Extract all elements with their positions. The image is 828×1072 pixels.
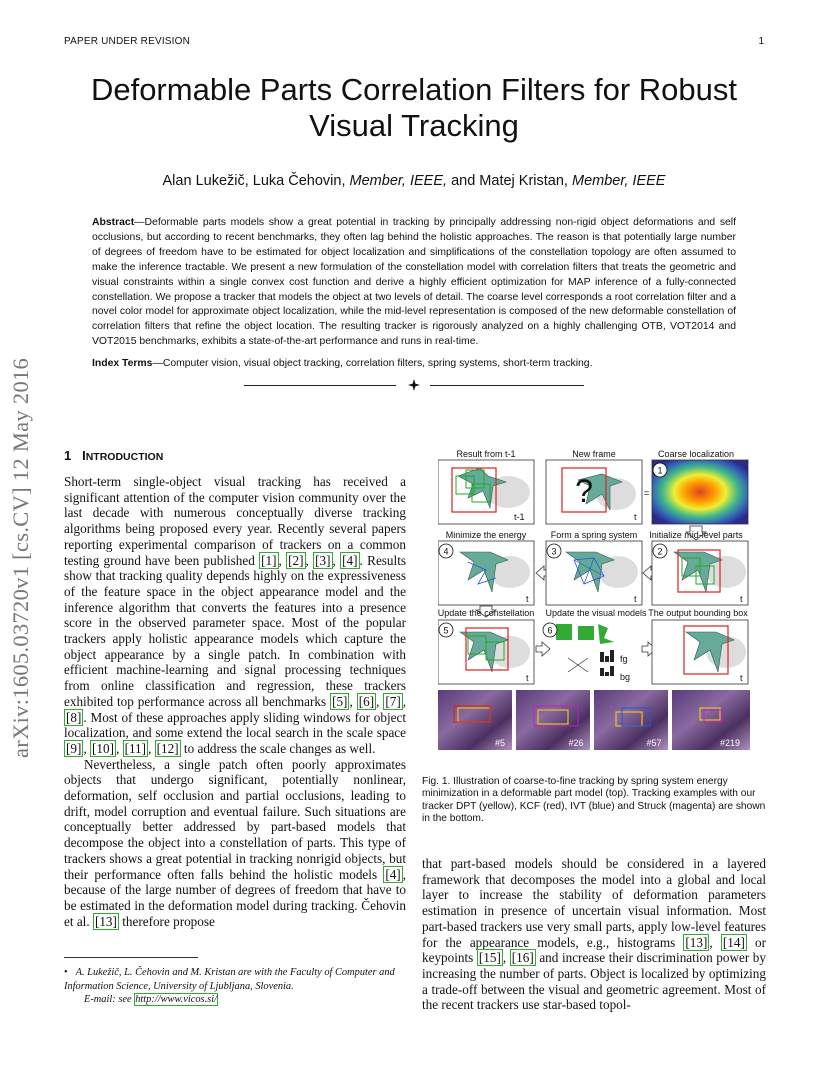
page-number: 1: [758, 36, 764, 47]
tracking-frame-3: [594, 690, 668, 750]
citation-link[interactable]: [15]: [478, 950, 501, 966]
time-label-t-2: t: [526, 594, 529, 604]
panel-update-constellation: [438, 620, 534, 684]
frame-number-3: #57: [646, 738, 662, 748]
tracking-frame-1: [438, 690, 512, 750]
abstract-text: —Deformable parts models show a great potential in tracking by principally addressing non-rigid object deformations and self occlusions, but according to recent benchmarks, they often lag behind the holistic approaches. The reason is that potentially large number of degrees of freedom have to be estimated for object localization and simplifications of the constellation topology are often assumed to make the inference tractable. We present a new formulation of the constellation model with correlation filters that treats the geometric and visual constraints within a single convex cost function and derive a highly efficient optimization for MAP inference of a fully-connected constellation. We propose a tracker that models the object at two levels of detail. The coarse level corresponds a root correlation filter and a novel color model for approximate object localization, while the mid-level representation is composed of the new deformable constellation of correlation filters that refine the object location. The resulting tracker is rigorously analyzed on a highly challenging OTB, VOT2014 and VOT2015 benchmarks, exhibits a state-of-the-art performance and runs in real-time.: [92, 217, 736, 348]
citation-link[interactable]: [8]: [66, 709, 82, 725]
frame-number-2: #26: [568, 738, 584, 748]
footnote-rule: [64, 957, 198, 958]
panel-result-prev: [438, 460, 534, 524]
text-run: and increase their discrimination power by increasing the number of parts. Object is localized by optimizing a trade-off between the visual and geometric agreement. Most of the recent trackers use star-based topol-: [422, 950, 766, 1013]
text-run: ,: [115, 740, 123, 756]
authors-middle: and Matej Kristan,: [451, 173, 568, 189]
time-label-t-4: t: [740, 594, 743, 604]
label-init-parts: Initialize mid-level parts: [649, 530, 743, 540]
text-run: that part-based models should be considered in a layered framework that decomposes the model into a global and local layer to increase the stability of deformation parameters estimation in presence of uncertain visual information. Most part-based trackers use very small parts, apply low-level features for the appearance models, e.g., histograms: [422, 856, 766, 950]
time-label-t-1: t-1: [514, 512, 525, 522]
label-new-frame: New frame: [572, 449, 616, 459]
equals-sign: =: [644, 488, 650, 498]
text-run: . Most of these approaches apply sliding windows for object localization, and some extend the local search in the scale space: [64, 709, 406, 741]
right-column: [422, 856, 766, 1013]
diamond-ornament-icon: [407, 378, 421, 392]
panel-coarse-localization: [652, 460, 748, 524]
citation-link[interactable]: [9]: [66, 740, 82, 756]
step-5-number: 5: [443, 625, 449, 636]
citation-link[interactable]: [3]: [315, 552, 331, 568]
paragraph-1: [64, 474, 406, 757]
text-run: Nevertheless, a single patch often poorly approximates objects that undergo significant, potentially nonlinear, deformation, self occlusion and partial occlusions, leading to drift, model corruption and eventual failure. Such situations are conceptually better addressed by part-based models that decompose the object into a constellation of parts. This type of trackers shows a great potential in tracking nonrigid objects, but their performance often falls behind the holistic models: [64, 756, 406, 882]
time-label-t-6: t: [740, 673, 743, 683]
text-run: ,: [83, 740, 90, 756]
member-title-2: Member, IEEE: [571, 173, 666, 189]
citation-link[interactable]: [13]: [685, 934, 708, 950]
text-run: ,: [305, 552, 314, 568]
panel-update-visual: [543, 623, 630, 682]
abstract-label: Abstract: [92, 217, 135, 228]
footnote: [64, 966, 408, 1007]
tracking-frame-2: [516, 690, 590, 750]
figure-caption: Fig. 1. Illustration of coarse-to-fine tracking by spring system energy minimization in a deformable part model (top). Tracking examples with our tracker DPT (yellow), KCF (red), IVT (blue) and Struck (magenta) are shown in the bottom.: [422, 776, 766, 825]
fg-label: fg: [620, 654, 628, 664]
bg-label: bg: [620, 672, 631, 682]
panel-new-frame: [546, 460, 642, 524]
panel-minimize-energy: [438, 541, 534, 605]
label-form-spring: Form a spring system: [550, 530, 638, 540]
citation-link[interactable]: [1]: [261, 552, 277, 568]
text-run: ,: [349, 693, 357, 709]
text-run: ,: [332, 552, 341, 568]
section-divider: [244, 378, 584, 392]
label-result-prev: Result from t-1: [456, 449, 516, 459]
email-label: E-mail: see: [84, 994, 135, 1005]
step-4-number: 4: [443, 546, 449, 557]
panel-spring-system: [546, 541, 642, 605]
index-terms-label: Index Terms: [92, 358, 153, 369]
tracking-frame-4: [672, 690, 750, 750]
label-coarse-localization: Coarse localization: [657, 449, 735, 459]
paper-title: Deformable Parts Correlation Filters for Robust Visual Tracking: [90, 72, 738, 143]
vicos-link[interactable]: http://www.vicos.si/: [135, 994, 217, 1005]
time-label-t-5: t: [526, 673, 529, 683]
text-run: ,: [278, 552, 287, 568]
text-run: ,: [709, 934, 721, 950]
step-2-number: 2: [657, 546, 663, 557]
text-run: ,: [402, 693, 407, 709]
citation-link[interactable]: [16]: [511, 950, 534, 966]
index-terms: [92, 357, 736, 372]
figure-1: [438, 446, 750, 750]
text-run: or keypoints: [422, 934, 766, 966]
label-update-constellation: Update the constellation: [438, 608, 535, 618]
arxiv-stamp: arXiv:1605.03720v1 [cs.CV] 12 May 2016: [8, 357, 33, 758]
citation-link[interactable]: [13]: [94, 913, 117, 929]
citation-link[interactable]: [7]: [385, 693, 401, 709]
text-run: therefore propose: [118, 913, 215, 929]
panel-init-parts: [652, 541, 748, 605]
text-run: . Results show that tracking quality depends highly on the expressiveness of the feature space in the object appearance model and the inference algorithm that converts the features into a presence score in the observed parameter space. Most of the popular trackers apply holistic appearance models which capture the object appearance by a single patch. In combination with efficient machine-learning and signal processing techniques from online classification and regression, these trackers exhibited top performance across all benchmarks: [64, 552, 406, 709]
label-minimize-energy: Minimize the energy: [445, 530, 527, 540]
member-title-1: Member, IEEE,: [349, 173, 448, 189]
panel-output-box: [652, 620, 748, 684]
text-run: ,: [376, 693, 384, 709]
text-run: ,: [502, 950, 510, 966]
text-run: to address the scale changes as well.: [180, 740, 376, 756]
label-output-box: The output bounding box: [648, 608, 748, 618]
paragraph-2: [64, 757, 406, 930]
text-run: ,: [148, 740, 155, 756]
label-update-visual: Update the visual models: [545, 608, 647, 618]
text-run: , because of the large number of degrees of freedom that have to be estimated in the deformation model during tracking. Čehovin et al.: [64, 866, 406, 929]
step-3-number: 3: [551, 546, 557, 557]
footnote-bullet: •: [64, 967, 68, 978]
citation-link[interactable]: [11]: [124, 740, 147, 756]
text-run: Short-term single-object visual tracking has received a significant attention of the computer vision community over the last decade with numerous conceptually diverse tracking algorithms being proposed every year. Recently several papers reporting experimental comparison of trackers on a common testing ground have been published: [64, 474, 406, 568]
citation-link[interactable]: [6]: [358, 693, 375, 709]
time-label-t-1b: t: [634, 512, 637, 522]
arrow-right-icon: [536, 642, 550, 656]
running-header: PAPER UNDER REVISION: [64, 36, 191, 47]
author-line: [60, 173, 768, 189]
time-label-t-3: t: [634, 594, 637, 604]
section-heading: 1 INTRODUCTION: [64, 448, 164, 463]
citation-link[interactable]: [2]: [288, 552, 304, 568]
citation-link[interactable]: [5]: [332, 693, 348, 709]
abstract: [92, 216, 736, 350]
frame-number-1: #5: [494, 738, 506, 748]
footnote-text: A. Lukežič, L. Čehovin and M. Kristan are with the Faculty of Computer and Information Science, University of Ljubljana, Slovenia.: [64, 967, 395, 992]
citation-link[interactable]: [12]: [156, 740, 179, 756]
citation-link[interactable]: [10]: [91, 740, 114, 756]
svg-text:?: ?: [575, 473, 593, 509]
citation-link[interactable]: [4]: [385, 866, 401, 882]
authors-prefix: Alan Lukežič, Luka Čehovin,: [162, 173, 346, 189]
citation-link[interactable]: [14]: [722, 934, 745, 950]
step-6-number: 6: [547, 625, 553, 636]
step-1-number: 1: [657, 465, 663, 476]
frame-number-4: #219: [719, 738, 741, 748]
left-column: [64, 474, 406, 929]
index-terms-text: —Computer vision, visual object tracking, correlation filters, spring systems, short-term tracking.: [152, 358, 593, 369]
citation-link[interactable]: [4]: [342, 552, 358, 568]
